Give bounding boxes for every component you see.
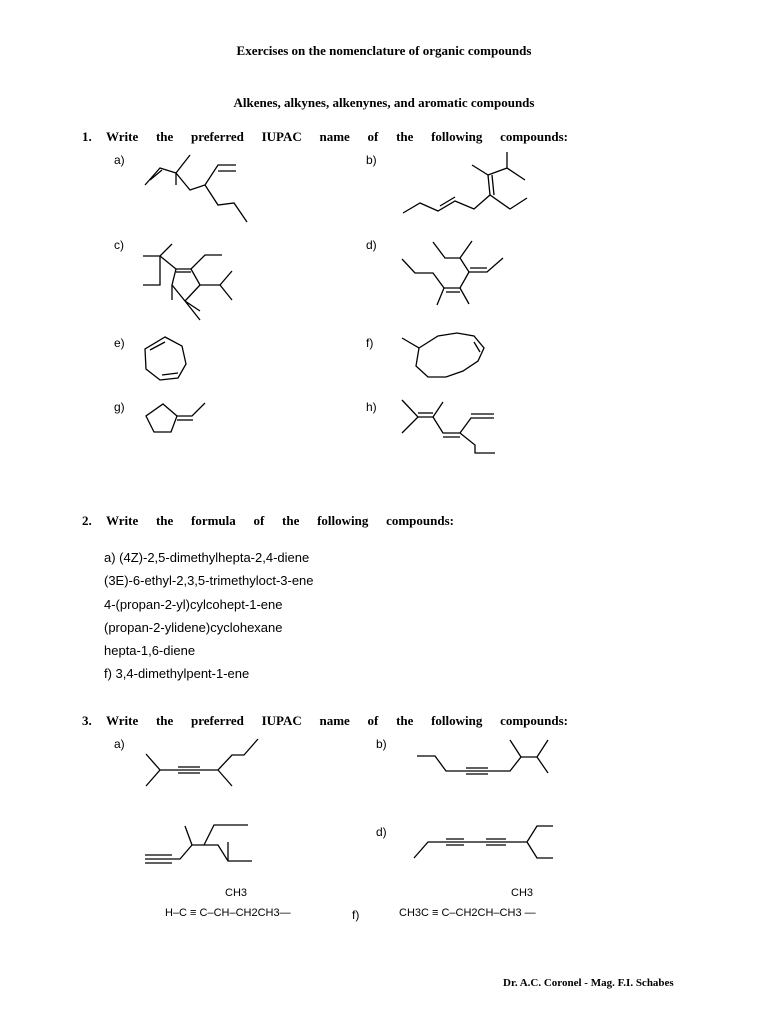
q3e-formula: H–C ≡ C–CH–CH2CH3— (165, 907, 291, 919)
q2-word: following (317, 513, 369, 528)
q2-word: the (155, 513, 174, 528)
question-1-number: 1. (82, 129, 92, 144)
q1-word: Write (106, 129, 139, 144)
q1-word: following (431, 129, 483, 144)
q3e-ch3-branch: CH3 (225, 887, 248, 899)
q1-word: preferred (190, 129, 244, 144)
q1-word: name (319, 129, 350, 144)
q3-word: preferred (190, 713, 244, 728)
q1-label-g: g) (114, 400, 125, 414)
q2-word: Write (106, 513, 139, 528)
q3-word: following (431, 713, 483, 728)
q2-word: of (253, 513, 265, 528)
q3-label-f: f) (352, 908, 360, 922)
q1-word: the (155, 129, 174, 144)
q1-word: IUPAC (261, 129, 302, 144)
question-3-number: 3. (82, 713, 92, 728)
q3-word: the (155, 713, 174, 728)
q3-label-a: a) (114, 737, 125, 751)
page-title: Exercises on the nomenclature of organic compounds (236, 43, 532, 58)
q1-label-a: a) (114, 153, 125, 167)
q3-word: IUPAC (261, 713, 302, 728)
q1-label-b: b) (366, 153, 377, 167)
q2-item-b: (3E)-6-ethyl-2,3,5-trimethyloct-3-ene (104, 573, 314, 588)
q3-word: name (319, 713, 350, 728)
q3f-formula: CH3C ≡ C–CH2CH–CH3 — (399, 907, 536, 919)
q1-label-d: d) (366, 238, 377, 252)
q1-word: compounds: (500, 129, 568, 144)
q2-item-e: hepta-1,6-diene (104, 643, 196, 658)
q3-word: the (396, 713, 414, 728)
q1-word: the (396, 129, 414, 144)
q2-word: the (282, 513, 300, 528)
q3-label-b: b) (376, 737, 387, 751)
footer-authors: Dr. A.C. Coronel - Mag. F.I. Schabes (503, 977, 674, 989)
q1-label-h: h) (366, 400, 377, 414)
q2-item-a: a) (4Z)-2,5-dimethylhepta-2,4-diene (104, 550, 310, 565)
q3-label-d: d) (376, 825, 387, 839)
q1-word: of (367, 129, 379, 144)
q3f-ch3-branch: CH3 (511, 887, 534, 899)
q3-word: Write (106, 713, 139, 728)
q1-label-e: e) (114, 336, 125, 350)
q2-item-f: f) 3,4-dimethylpent-1-ene (104, 666, 250, 681)
q2-word: formula (191, 513, 236, 528)
question-2-number: 2. (82, 513, 92, 528)
q2-word: compounds: (386, 513, 454, 528)
q2-item-d: (propan-2-ylidene)cyclohexane (104, 620, 283, 635)
q1-label-f: f) (366, 336, 374, 350)
page-subtitle: Alkenes, alkynes, alkenynes, and aromatic compounds (233, 95, 535, 110)
q2-item-c: 4-(propan-2-yl)cylcohept-1-ene (104, 597, 283, 612)
q1-label-c: c) (114, 238, 124, 252)
q3-word: compounds: (500, 713, 568, 728)
q3-word: of (367, 713, 379, 728)
